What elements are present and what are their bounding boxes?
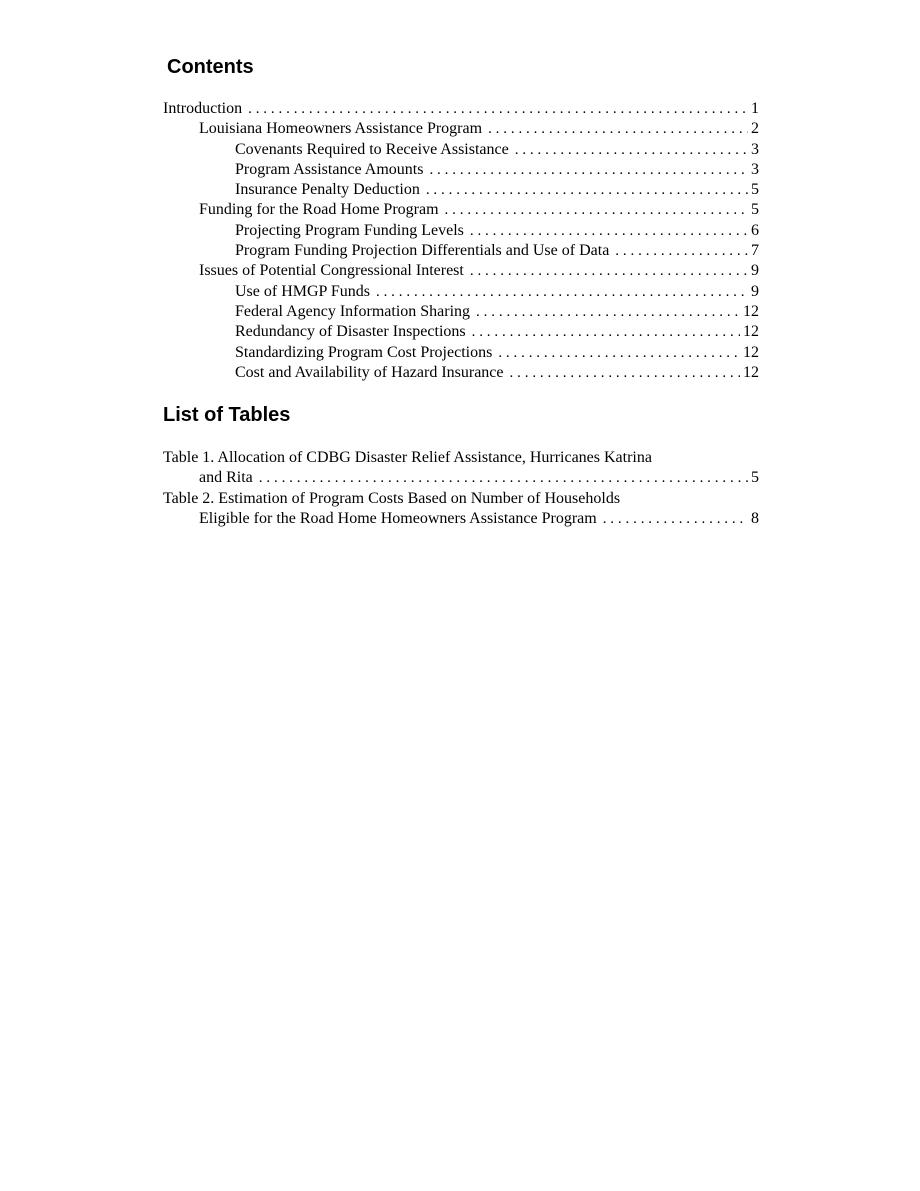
dot-leader xyxy=(445,200,748,220)
dot-leader xyxy=(615,241,748,261)
toc-entry-page: 5 xyxy=(751,181,759,199)
dot-leader xyxy=(259,468,748,488)
toc-entry-federal-agency-information-sharing[interactable] xyxy=(163,302,759,322)
toc-entry-hazard-insurance[interactable] xyxy=(163,363,759,383)
list-of-tables xyxy=(163,448,759,529)
table-entry-1[interactable] xyxy=(163,448,759,489)
toc-entry-title: Insurance Penalty Deduction xyxy=(235,180,426,200)
toc-entry-covenants[interactable] xyxy=(163,140,759,160)
toc-entry-page: 5 xyxy=(751,201,759,219)
toc-entry-page: 12 xyxy=(743,363,759,381)
toc-entry-title: Program Funding Projection Differentials and Use of Data xyxy=(235,241,615,261)
list-of-tables-heading: List of Tables xyxy=(163,404,291,426)
toc-entry-page: 7 xyxy=(751,242,759,260)
table-entry-title-line: Table 2. Estimation of Program Costs Based on Number of Households xyxy=(163,489,621,507)
dot-leader xyxy=(429,160,748,180)
toc-entry-title: Use of HMGP Funds xyxy=(235,282,376,302)
toc-entry-title: Issues of Potential Congressional Interest xyxy=(199,261,470,281)
toc-entry-page: 1 xyxy=(751,100,759,117)
toc-entry-introduction[interactable] xyxy=(163,99,759,119)
contents-heading: Contents xyxy=(167,56,254,78)
toc-entry-page: 9 xyxy=(751,262,759,280)
toc-entry-funding-road-home[interactable] xyxy=(163,200,759,220)
toc-entry-title: Introduction xyxy=(163,99,248,119)
dot-leader xyxy=(510,363,740,383)
toc-entry-page: 12 xyxy=(743,302,759,320)
table-entry-continuation xyxy=(163,468,759,488)
toc-entry-page: 3 xyxy=(751,160,759,178)
toc-entry-use-of-hmgp-funds[interactable] xyxy=(163,282,759,302)
toc-entry-program-assistance-amounts[interactable] xyxy=(163,160,759,180)
toc-entry-funding-projection-differentials[interactable] xyxy=(163,241,759,261)
table-entry-continuation xyxy=(163,509,759,529)
toc-entry-title: Program Assistance Amounts xyxy=(235,160,429,180)
dot-leader xyxy=(426,180,748,200)
toc-entry-standardizing-cost-projections[interactable] xyxy=(163,343,759,363)
table-entry-page: 5 xyxy=(751,469,759,487)
table-entry-title-cont: Eligible for the Road Home Homeowners Assistance Program xyxy=(199,509,603,529)
toc-entry-page: 2 xyxy=(751,120,759,138)
dot-leader xyxy=(470,261,748,281)
toc-entry-projecting-funding-levels[interactable] xyxy=(163,221,759,241)
toc-entry-page: 6 xyxy=(751,221,759,239)
dot-leader xyxy=(498,343,740,363)
dot-leader xyxy=(515,140,748,160)
toc-entry-title: Funding for the Road Home Program xyxy=(199,200,445,220)
dot-leader xyxy=(476,302,740,322)
toc-entry-title: Federal Agency Information Sharing xyxy=(235,302,476,322)
contents-list xyxy=(163,99,759,383)
toc-entry-page: 12 xyxy=(743,343,759,361)
toc-entry-title: Louisiana Homeowners Assistance Program xyxy=(199,119,488,139)
toc-entry-title: Projecting Program Funding Levels xyxy=(235,221,470,241)
toc-entry-title: Standardizing Program Cost Projections xyxy=(235,343,498,363)
dot-leader xyxy=(472,322,740,342)
dot-leader xyxy=(248,99,748,119)
toc-entry-title: Cost and Availability of Hazard Insurance xyxy=(235,363,510,383)
dot-leader xyxy=(603,509,748,529)
toc-entry-title: Redundancy of Disaster Inspections xyxy=(235,322,472,342)
dot-leader xyxy=(470,221,748,241)
dot-leader xyxy=(488,119,748,139)
toc-entry-louisiana-homeowners-assistance-program[interactable] xyxy=(163,119,759,139)
dot-leader xyxy=(376,282,748,302)
table-entry-2[interactable] xyxy=(163,489,759,530)
toc-entry-issues-congressional-interest[interactable] xyxy=(163,261,759,281)
table-entry-title-line: Table 1. Allocation of CDBG Disaster Relief Assistance, Hurricanes Katrina xyxy=(163,449,652,466)
table-entry-title-cont: and Rita xyxy=(199,468,259,488)
table-entry-page: 8 xyxy=(751,509,759,527)
toc-entry-title: Covenants Required to Receive Assistance xyxy=(235,140,515,160)
toc-entry-page: 9 xyxy=(751,282,759,300)
toc-entry-page: 3 xyxy=(751,140,759,158)
toc-entry-insurance-penalty-deduction[interactable] xyxy=(163,180,759,200)
toc-entry-page: 12 xyxy=(743,323,759,341)
toc-entry-redundancy-of-inspections[interactable] xyxy=(163,322,759,342)
